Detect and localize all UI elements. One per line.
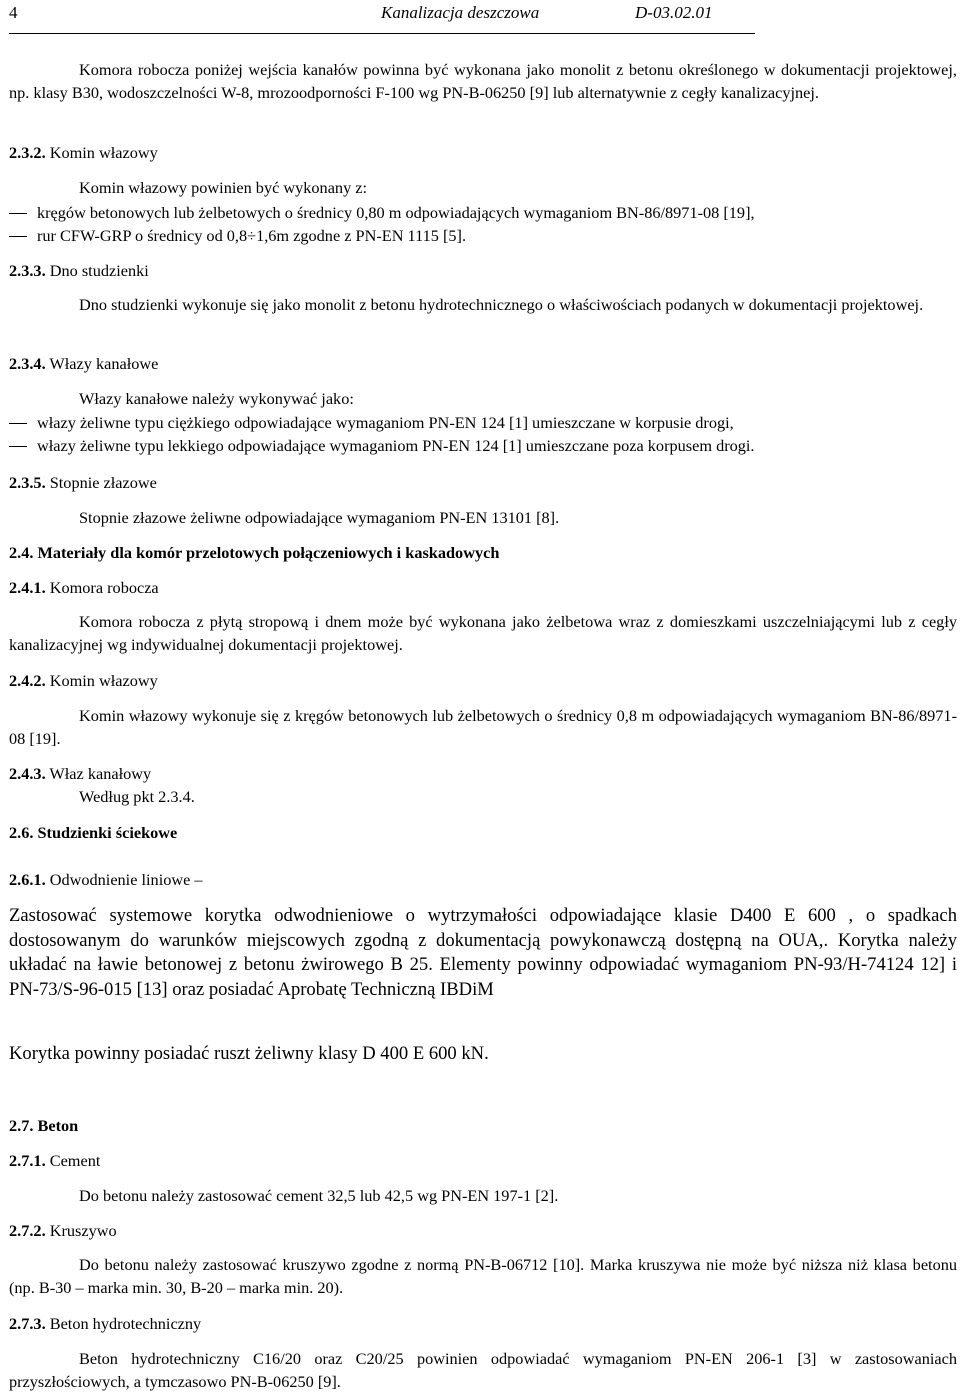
paragraph-2-7-2: Do betonu należy zastosować kruszywo zgodne z normą PN-B-06712 [10]. Marka kruszywa nie może być niższa niż klasa betonu (np. B-30 – marka min. 30, B-20 – marka min. 20). xyxy=(9,1255,957,1297)
section-heading-2-7-3: 2.7.3. Beton hydrotechniczny xyxy=(9,1314,202,1333)
section-heading-2-7-1: 2.7.1. Cement xyxy=(9,1151,101,1170)
list-item: włazy żeliwne typu lekkiego odpowiadające wymaganiom PN-EN 124 [1] umieszczane poza korpusem drogi. xyxy=(9,435,957,458)
paragraph-2-3-2: Komin włazowy powinien być wykonany z: xyxy=(79,178,368,197)
paragraph-komora: Komora robocza poniżej wejścia kanałów powinna być wykonana jako monolit z betonu określonego w dokumentacji projektowej, np. klasy B30, wodoszczelności W-8, mrozoodporności F-100 wg PN-B-06250 [9] lub alternatywnie z cegły kanalizacyjnej. xyxy=(9,60,957,102)
page-number: 4 xyxy=(9,3,18,22)
header-title: Kanalizacja deszczowa xyxy=(381,3,540,22)
list-item: kręgów betonowych lub żelbetowych o średnicy 0,80 m odpowiadających wymaganiom BN-86/8971-08 [19], xyxy=(9,202,957,225)
list-2-3-2 xyxy=(9,202,957,247)
paragraph-2-4-2: Komin włazowy wykonuje się z kręgów betonowych lub żelbetowych o średnicy 0,8 m odpowiadających wymaganiom BN-86/8971-08 [19]. xyxy=(9,706,957,748)
section-heading-2-3-2: 2.3.2. Komin włazowy xyxy=(9,143,158,162)
section-heading-2-7: 2.7. Beton xyxy=(9,1116,79,1135)
paragraph-2-4-1: Komora robocza z płytą stropową i dnem może być wykonana jako żelbetowa wraz z domieszkami uszczelniającymi lub z cegły kanalizacyjnej wg indywidualnej dokumentacji projektowej. xyxy=(9,612,957,654)
page-header xyxy=(9,2,957,26)
paragraph-2-4-3: Według pkt 2.3.4. xyxy=(79,787,195,806)
header-rule xyxy=(9,33,755,34)
section-heading-2-3-5: 2.3.5. Stopnie złazowe xyxy=(9,473,157,492)
section-heading-2-6: 2.6. Studzienki ściekowe xyxy=(9,823,178,842)
section-heading-2-4-2: 2.4.2. Komin włazowy xyxy=(9,671,158,690)
section-heading-2-3-3: 2.3.3. Dno studzienki xyxy=(9,261,149,280)
list-item: rur CFW-GRP o średnicy od 0,8÷1,6m zgodne z PN-EN 1115 [5]. xyxy=(9,225,957,248)
paragraph-2-6-1a: Zastosować systemowe korytka odwodnieniowe o wytrzymałości odpowiadające klasie D400 E 600 , o spadkach dostosowanym do warunków miejscowych zgodną z dokumentacją powykonawczą dostępną na OUA,. Korytka należy układać na ławie betonowej z betonu żwirowego B 25. Elementy powinny odpowiadać wymaganiom PN-93/H-74124 12] i PN-73/S-96-015 [13] oraz posiadać Aprobatę Techniczną IBDiM xyxy=(9,905,957,1000)
section-heading-2-7-2: 2.7.2. Kruszywo xyxy=(9,1221,117,1240)
section-heading-2-4: 2.4. Materiały dla komór przelotowych połączeniowych i kaskadowych xyxy=(9,543,500,562)
paragraph-2-7-1: Do betonu należy zastosować cement 32,5 lub 42,5 wg PN-EN 197-1 [2]. xyxy=(79,1186,559,1205)
section-heading-2-3-4: 2.3.4. Włazy kanałowe xyxy=(9,354,159,373)
paragraph-2-3-5: Stopnie złazowe żeliwne odpowiadające wymaganiom PN-EN 13101 [8]. xyxy=(79,508,560,527)
paragraph-2-6-1b: Korytka powinny posiadać ruszt żeliwny klasy D 400 E 600 kN. xyxy=(9,1043,489,1064)
paragraph-2-7-3: Beton hydrotechniczny C16/20 oraz C20/25 powinien odpowiadać wymaganiom PN-EN 206-1 [3] w zastosowaniach przyszłościowych, a tymczasowo PN-B-06250 [9]. xyxy=(9,1349,957,1391)
paragraph-2-3-4: Włazy kanałowe należy wykonywać jako: xyxy=(79,389,354,408)
list-item: włazy żeliwne typu ciężkiego odpowiadające wymaganiom PN-EN 124 [1] umieszczane w korpusie drogi, xyxy=(9,412,957,435)
section-heading-2-6-1: 2.6.1. Odwodnienie liniowe – xyxy=(9,870,203,889)
header-code: D-03.02.01 xyxy=(635,3,713,22)
paragraph-2-3-3: Dno studzienki wykonuje się jako monolit z betonu hydrotechnicznego o właściwościach podanych w dokumentacji projektowej. xyxy=(79,295,924,314)
list-2-3-4 xyxy=(9,412,957,457)
section-heading-2-4-1: 2.4.1. Komora robocza xyxy=(9,578,159,597)
section-heading-2-4-3: 2.4.3. Właz kanałowy xyxy=(9,764,152,783)
